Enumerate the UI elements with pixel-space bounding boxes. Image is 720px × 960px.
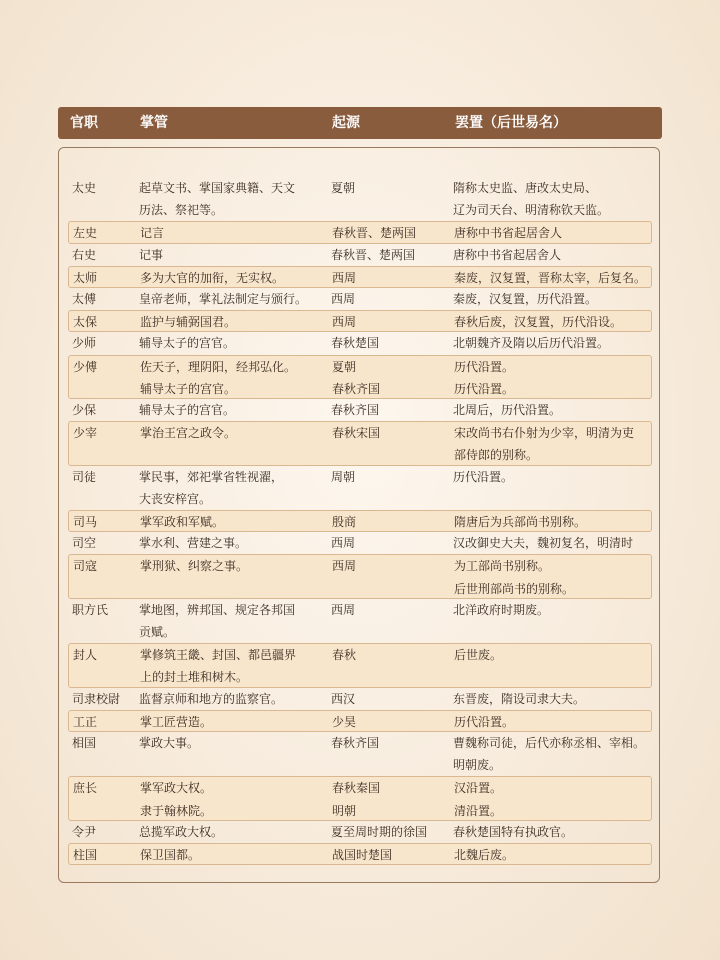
cell-line: 周朝 [331,469,356,484]
table-row [68,399,652,421]
cell-responsibility [139,599,295,643]
cell-line: 司空 [72,536,97,551]
table-row [68,843,652,865]
cell-line: 唐称中书省起居舍人 [454,226,563,241]
cell-responsibility [139,399,235,421]
cell-line: 监护与辅弼国君。 [140,315,237,330]
cell-line: 佐天子，理阴阳，经邦弘化。 [140,359,297,374]
header-origin: 起源 [332,115,360,131]
cell-responsibility [140,511,224,533]
cell-line: 春秋齐国 [332,381,381,396]
cell-origin [332,222,416,244]
cell-responsibility [139,332,235,354]
cell-line: 隶于翰林院。 [140,803,213,818]
cell-origin [332,777,380,821]
cell-origin [331,332,379,354]
cell-line: 辅导太子的宫官。 [139,403,236,417]
cell-abolition [454,422,634,466]
cell-responsibility [140,777,212,821]
cell-official-title [72,599,108,621]
table-row [68,776,652,820]
cell-origin [332,422,380,444]
cell-line: 明朝废。 [453,758,502,773]
cell-origin [331,821,427,843]
cell-line: 为工部尚书别称。 [454,559,551,574]
cell-line: 春秋 [332,648,357,663]
cell-official-title [72,688,120,710]
cell-abolition [453,288,597,310]
table-row [68,643,652,687]
cell-responsibility [139,466,283,510]
cell-line: 皇帝老师，掌礼法制定与颁行。 [139,292,308,306]
table-row [68,532,652,554]
cell-line: 职方氏 [72,602,109,617]
cell-official-title [73,711,97,733]
cell-responsibility [140,267,284,289]
cell-abolition [454,777,502,821]
cell-abolition [454,711,514,733]
cell-responsibility [140,644,296,688]
cell-line: 多为大官的加衔，无实权。 [140,270,285,285]
cell-origin [331,399,379,421]
cell-abolition [453,532,633,554]
cell-line: 东晋废，隋设司隶大夫。 [453,691,586,706]
cell-official-title [72,244,96,266]
cell-line: 庶长 [73,781,98,796]
cell-official-title [72,332,96,354]
cell-origin [331,177,355,199]
table-row [68,288,652,310]
cell-origin [331,732,379,754]
cell-line: 历代沿置。 [453,469,514,484]
cell-line: 掌军政大权。 [140,781,213,796]
cell-abolition [454,222,562,244]
table-row [68,732,652,776]
cell-official-title [72,177,96,199]
cell-line: 春秋齐国 [331,403,380,417]
cell-abolition [453,466,513,488]
cell-line: 上的封土堆和树木。 [140,670,249,685]
cell-line: 保卫国都。 [140,848,201,862]
table-header [58,107,662,139]
cell-abolition [453,332,609,354]
cell-line: 历代沿置。 [454,381,515,396]
cell-official-title [73,844,97,866]
cell-line: 春秋楚国 [331,336,380,351]
cell-responsibility [140,356,296,400]
cell-line: 西周 [331,292,356,306]
cell-line: 西周 [331,536,356,551]
cell-line: 北周后，历代沿置。 [453,403,562,417]
cell-line: 唐称中书省起居舍人 [453,247,562,262]
cell-line: 西周 [332,270,357,285]
cell-origin [332,644,356,666]
table-row [68,821,652,843]
cell-abolition [453,688,585,710]
cell-origin [332,267,356,289]
cell-official-title [72,288,96,310]
header-responsibility: 掌管 [140,115,168,131]
cell-responsibility [139,244,163,266]
cell-abolition [454,844,514,866]
header-official-title: 官职 [70,115,98,131]
cell-line: 西周 [332,559,357,574]
cell-line: 太师 [73,270,98,285]
cell-abolition [454,644,502,666]
cell-responsibility [140,711,212,733]
header-abolition: 罢置（后世易名） [455,115,567,131]
table-row [68,266,652,288]
cell-origin [332,555,356,577]
cell-responsibility [139,688,283,710]
cell-line: 相国 [72,736,97,750]
cell-line: 历代沿置。 [454,359,515,374]
cell-line: 春秋楚国特有执政官。 [453,824,574,839]
table-row [68,510,652,532]
cell-line: 司马 [73,515,98,529]
cell-line: 战国时楚国 [332,848,393,862]
cell-origin [331,466,355,488]
cell-abolition [454,267,646,289]
cell-responsibility [139,821,223,843]
table-row [68,177,652,221]
cell-official-title [72,821,96,843]
cell-line: 后世刑部尚书的别称。 [454,581,575,596]
cell-official-title [73,222,97,244]
table-row [68,554,652,598]
cell-line: 北魏后废。 [454,848,515,862]
cell-line: 春秋齐国 [331,736,380,750]
cell-responsibility [140,311,236,333]
cell-official-title [73,777,97,799]
cell-origin [331,688,355,710]
cell-responsibility [140,222,164,244]
cell-line: 太史 [72,181,97,195]
cell-line: 汉沿置。 [454,781,503,796]
cell-line: 记事 [139,247,164,262]
cell-line: 太傅 [72,292,97,306]
cell-abolition [453,177,609,221]
cell-abolition [453,244,561,266]
cell-line: 掌刑狱、纠察之事。 [140,559,249,574]
cell-line: 监督京师和地方的监察官。 [139,691,284,706]
cell-origin [331,244,415,266]
cell-responsibility [139,532,247,554]
cell-responsibility [140,422,236,444]
cell-line: 掌修筑王畿、封国、都邑疆界 [140,648,297,663]
cell-line: 左史 [73,226,98,241]
cell-official-title [72,532,96,554]
cell-line: 辅导太子的宫官。 [140,381,237,396]
cell-line: 司徒 [72,469,97,484]
cell-responsibility [140,844,200,866]
cell-official-title [73,511,97,533]
cell-line: 掌民事，郊祀掌省牲视濯， [139,469,284,484]
cell-origin [332,356,380,400]
cell-line: 工正 [73,714,98,729]
cell-line: 秦废，汉复置，历代沿置。 [453,292,598,306]
table-row [68,421,652,465]
table-row [68,466,652,510]
cell-line: 司隶校尉 [72,691,121,706]
cell-line: 太保 [73,315,98,330]
cell-line: 历法、祭祀等。 [139,203,224,218]
cell-responsibility [140,555,248,577]
cell-abolition [453,821,573,843]
cell-line: 夏至周时期的徐国 [331,824,428,839]
table-row [68,688,652,710]
cell-abolition [454,356,514,400]
cell-origin [332,311,356,333]
cell-origin [331,532,355,554]
cell-line: 总揽军政大权。 [139,824,224,839]
table-row [68,310,652,332]
cell-line: 清沿置。 [454,803,503,818]
cell-origin [332,844,392,866]
cell-line: 春秋秦国 [332,781,381,796]
cell-line: 辅导太子的宫官。 [139,336,236,351]
cell-line: 明朝 [332,803,357,818]
cell-line: 柱国 [73,848,98,862]
cell-origin [332,711,356,733]
table-row [68,332,652,354]
cell-line: 隋唐后为兵部尚书别称。 [454,515,587,529]
cell-line: 少师 [72,336,97,351]
cell-line: 掌水利、营建之事。 [139,536,248,551]
cell-abolition [453,599,549,621]
cell-official-title [73,267,97,289]
cell-line: 西汉 [331,691,356,706]
cell-line: 春秋晋、楚两国 [332,226,417,241]
cell-origin [332,511,356,533]
cell-line: 春秋晋、楚两国 [331,247,416,262]
cell-line: 历代沿置。 [454,714,515,729]
cell-line: 掌政大事。 [139,736,200,750]
table-row [68,599,652,643]
cell-line: 起草文书、掌国家典籍、天文 [139,181,296,195]
cell-line: 西周 [331,602,356,617]
cell-abolition [454,311,622,333]
table-row [68,221,652,243]
cell-line: 曹魏称司徒，后代亦称丞相、宰相。 [453,736,646,750]
cell-line: 少昊 [332,714,357,729]
cell-line: 后世废。 [454,648,503,663]
cell-official-title [73,422,97,444]
cell-line: 夏朝 [331,181,356,195]
cell-line: 掌地图，辨邦国、规定各邦国 [139,602,296,617]
cell-abolition [453,399,561,421]
cell-line: 春秋后废，汉复置，历代沿设。 [454,315,623,330]
cell-official-title [73,356,97,378]
cell-line: 北洋政府时期废。 [453,602,550,617]
cell-line: 辽为司天台、明清称钦天监。 [453,203,610,218]
cell-line: 掌工匠营造。 [140,714,213,729]
cell-line: 掌军政和军赋。 [140,515,225,529]
cell-official-title [72,466,96,488]
cell-line: 隋称太史监、唐改太史局、 [453,181,598,195]
cell-line: 春秋宋国 [332,426,381,441]
cell-responsibility [139,732,199,754]
cell-responsibility [139,177,295,221]
cell-line: 封人 [73,648,98,663]
cell-line: 汉改御史大夫，魏初复名，明清时 [453,536,634,551]
cell-origin [331,599,355,621]
cell-official-title [73,311,97,333]
cell-line: 殷商 [332,515,357,529]
cell-responsibility [139,288,307,310]
table-row [68,355,652,399]
cell-line: 大丧安梓宫。 [139,491,212,506]
cell-line: 秦废，汉复置，晋称太宰，后复名。 [454,270,647,285]
cell-abolition [454,511,586,533]
cell-abolition [453,732,645,776]
cell-line: 少宰 [73,426,98,441]
cell-line: 司寇 [73,559,98,574]
cell-line: 夏朝 [332,359,357,374]
cell-line: 贡赋。 [139,624,176,639]
table-row [68,710,652,732]
cell-official-title [73,644,97,666]
cell-official-title [73,555,97,577]
cell-official-title [72,399,96,421]
cell-official-title [72,732,96,754]
cell-line: 记言 [140,226,165,241]
cell-origin [331,288,355,310]
cell-line: 部侍郎的别称。 [454,448,539,463]
cell-line: 少保 [72,403,97,417]
cell-line: 令尹 [72,824,97,839]
cell-line: 宋改尚书右仆射为少宰，明清为吏 [454,426,635,441]
cell-line: 右史 [72,247,97,262]
table-row [68,244,652,266]
cell-line: 掌治王宫之政令。 [140,426,237,441]
cell-abolition [454,555,574,599]
cell-line: 西周 [332,315,357,330]
cell-line: 北朝魏齐及隋以后历代沿置。 [453,336,610,351]
cell-line: 少傅 [73,359,98,374]
